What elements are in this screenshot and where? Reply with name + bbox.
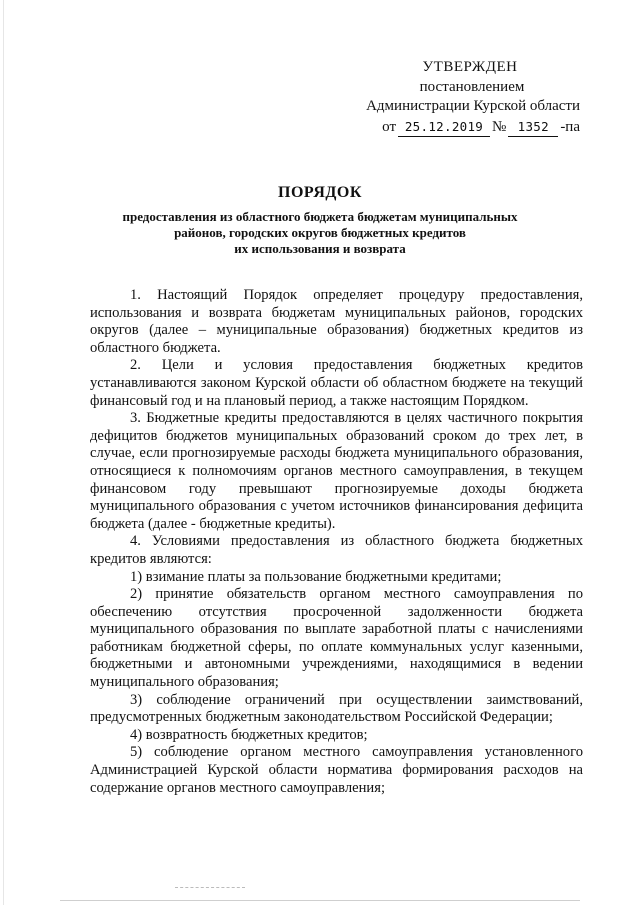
- paragraph-3: 3. Бюджетные кредиты предоставляются в целях частичного покрытия дефицитов бюджетов муниципальных образований сроком до трех лет, в случае, если прогнозируемые расходы бюджета муниципального образования, относящиеся к полномочиям органов местного самоуправления, в текущем финансовом году превышают прогнозируемые доходы бюджета муниципального образования с учетом источников финансирования дефицита бюджета (далее - бюджетные кредиты).: [90, 410, 583, 532]
- approved-label: УТВЕРЖДЕН: [422, 59, 518, 75]
- date-number-line: [340, 117, 580, 138]
- condition-2: 2) принятие обязательств органом местного самоуправления по обеспечению отсутствия просроченной задолженности бюджета муниципального образования по выплате заработной платы с начислениями работникам бюджетной сферы, по оплате коммунальных услуг казенными, бюджетными и автономными учреждениями, находящимися в ведении муниципального образования;: [90, 586, 583, 691]
- paragraph-4: 4. Условиями предоставления из областного бюджета бюджетных кредитов являются:: [90, 533, 583, 567]
- from-label: от: [382, 118, 396, 135]
- number-suffix: -па: [560, 118, 580, 135]
- scan-edge-line: [3, 0, 4, 905]
- paragraph-2: 2. Цели и условия предоставления бюджетных кредитов устанавливаются законом Курской области об областном бюджете на текущий финансовый год и на плановый период, а также настоящим Порядком.: [90, 357, 583, 409]
- document-body: [90, 287, 583, 797]
- scan-artifact-dash: [175, 887, 245, 889]
- subtitle-line: предоставления из областного бюджета бюджетам муниципальных: [122, 209, 518, 224]
- subtitle-line: их использования и возврата: [234, 241, 406, 256]
- resolution-label: постановлением: [419, 78, 525, 95]
- condition-3: 3) соблюдение ограничений при осуществлении заимствований, предусмотренных бюджетным законодательством Российской Федерации;: [90, 691, 583, 726]
- document-subtitle: [100, 209, 540, 257]
- document-title: ПОРЯДОК: [278, 184, 362, 201]
- resolution-date: 25.12.2019: [398, 117, 490, 138]
- condition-4: 4) возвратность бюджетных кредитов;: [130, 726, 368, 743]
- condition-5: 5) соблюдение органом местного самоуправления установленного Администрацией Курской области норматива формирования расходов на содержание органов местного самоуправления;: [90, 744, 583, 796]
- subtitle-line: районов, городских округов бюджетных кредитов: [174, 225, 466, 240]
- document-heading: [100, 183, 540, 257]
- condition-1: 1) взимание платы за пользование бюджетными кредитами;: [130, 568, 502, 585]
- approval-stamp-block: [340, 58, 580, 137]
- scan-artifact-line: [60, 900, 580, 901]
- authority-label: Администрации Курской области: [366, 98, 580, 114]
- paragraph-1: 1. Настоящий Порядок определяет процедуру предоставления, использования и возврата бюджетам муниципальных районов, городских округов (далее – муниципальные образования) бюджетных кредитов из областного бюджета.: [90, 287, 583, 356]
- number-sign: №: [492, 118, 507, 135]
- resolution-number: 1352: [508, 117, 558, 138]
